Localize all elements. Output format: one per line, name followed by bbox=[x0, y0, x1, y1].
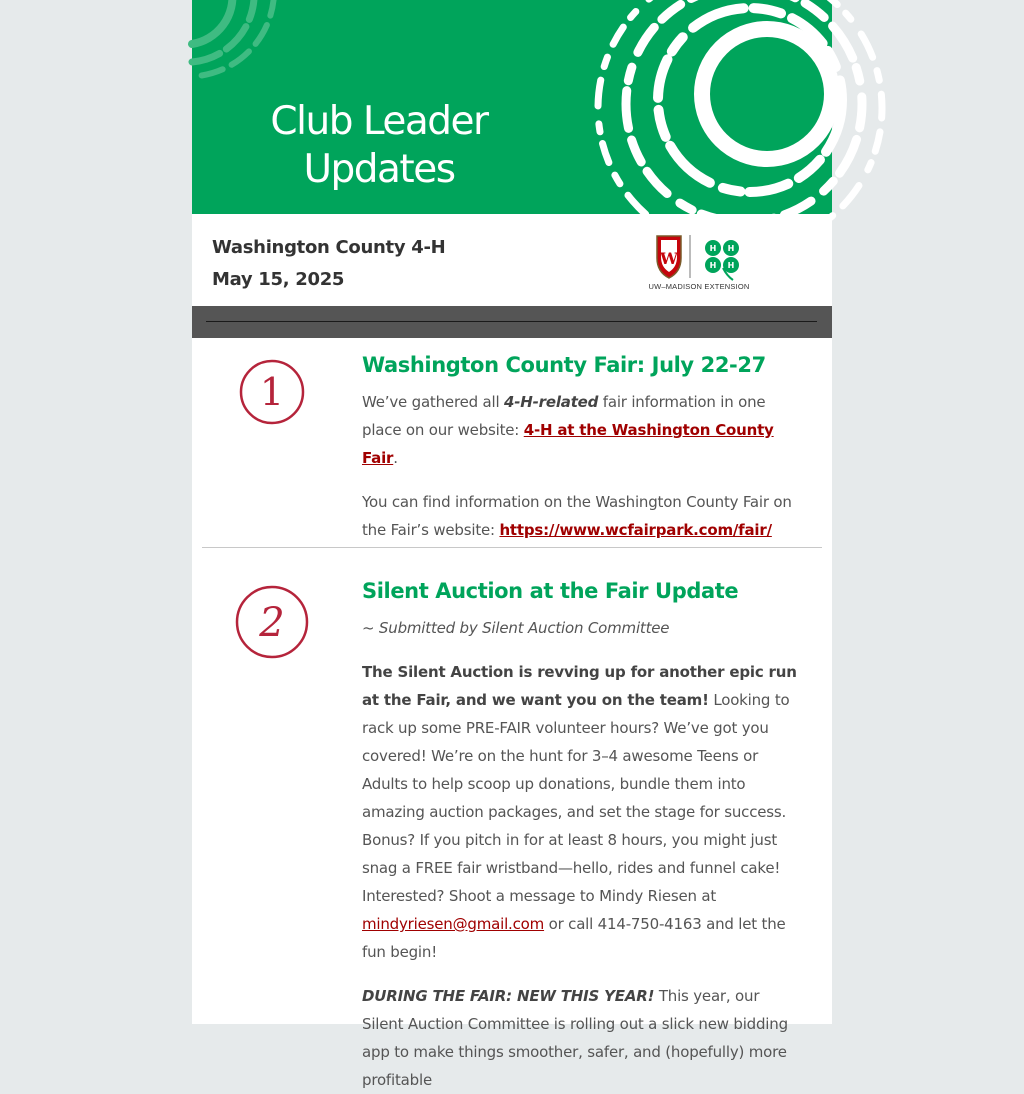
separator-line bbox=[206, 321, 817, 322]
section-2-byline: ~ Submitted by Silent Auction Committee bbox=[362, 619, 670, 637]
section-separator-bar bbox=[192, 306, 832, 338]
org-name: Washington County 4-H bbox=[212, 237, 446, 258]
bold-text: The Silent Auction is revving up for another epic run at the Fair, and we want you on the team! bbox=[362, 663, 797, 709]
text-run: or call 414-750-4163 and let the fun begin! bbox=[362, 915, 786, 961]
text-run: We’ve gathered all bbox=[362, 393, 505, 411]
logo-caption: UW–MADISON EXTENSION bbox=[648, 282, 750, 291]
section-2-content bbox=[362, 576, 802, 1094]
svg-text:H: H bbox=[727, 261, 735, 270]
issue-date: May 15, 2025 bbox=[212, 269, 345, 290]
wcfairpark-link[interactable]: https://www.wcfairpark.com/fair/ bbox=[499, 521, 772, 539]
section-1-content bbox=[362, 350, 802, 544]
hero-title-line-2: Updates bbox=[303, 147, 455, 192]
section-1-paragraph-2 bbox=[362, 488, 802, 544]
text-run: Looking to rack up some PRE-FAIR volunteer hours? We’ve got you covered! We’re on the hunt for 3–4 awesome Teens or Adults to help scoop up donations, bundle them into amazing auction packages, and set the stage for success. Bonus? If you pitch in for at least 8 hours, you might just snag a FREE fair wristband—hello, rides and funnel cake! Interested? Shoot a message to Mindy Riesen at bbox=[362, 691, 790, 905]
text-run: This year, our Silent Auction Committee is rolling out a slick new bidding app to make things smoother, safer, and (hopefully) more profitable bbox=[362, 987, 788, 1089]
section-1-paragraph-1 bbox=[362, 388, 802, 472]
number-2-label: 2 bbox=[259, 600, 285, 646]
section-2-title: Silent Auction at the Fair Update bbox=[362, 579, 739, 603]
number-1-label: 1 bbox=[259, 370, 285, 414]
4h-fair-link[interactable]: 4-H at the Washington County Fair bbox=[362, 421, 774, 467]
email-link[interactable]: mindyriesen@gmail.com bbox=[362, 915, 545, 933]
text-run: fair information in one place on our website: bbox=[362, 393, 766, 439]
hero-title-line-1: Club Leader bbox=[270, 99, 488, 144]
emphasis-text: 4-H-related bbox=[504, 393, 599, 411]
number-2-badge bbox=[234, 584, 310, 660]
section-divider bbox=[202, 547, 822, 548]
svg-text:H: H bbox=[727, 244, 735, 253]
org-info bbox=[212, 232, 445, 296]
masthead bbox=[192, 214, 832, 306]
bold-italic-text: DURING THE FAIR: NEW THIS YEAR! bbox=[362, 987, 655, 1005]
uw-madison-extension-logo bbox=[647, 232, 751, 294]
svg-text:H: H bbox=[709, 261, 717, 270]
email-body bbox=[192, 0, 832, 1089]
svg-text:H: H bbox=[709, 244, 717, 253]
section-2-paragraph-2 bbox=[362, 982, 802, 1094]
uw-4h-logo-icon bbox=[647, 232, 751, 284]
text-run: You can find information on the Washington County Fair on the Fair’s website: bbox=[362, 493, 792, 539]
hero-title bbox=[232, 98, 526, 194]
section-2-paragraph-1 bbox=[362, 658, 802, 966]
svg-text:W: W bbox=[660, 249, 678, 268]
text-run: . bbox=[393, 449, 398, 467]
number-1-badge bbox=[238, 358, 306, 426]
hero-banner bbox=[192, 0, 832, 214]
section-1-title: Washington County Fair: July 22-27 bbox=[362, 353, 766, 377]
